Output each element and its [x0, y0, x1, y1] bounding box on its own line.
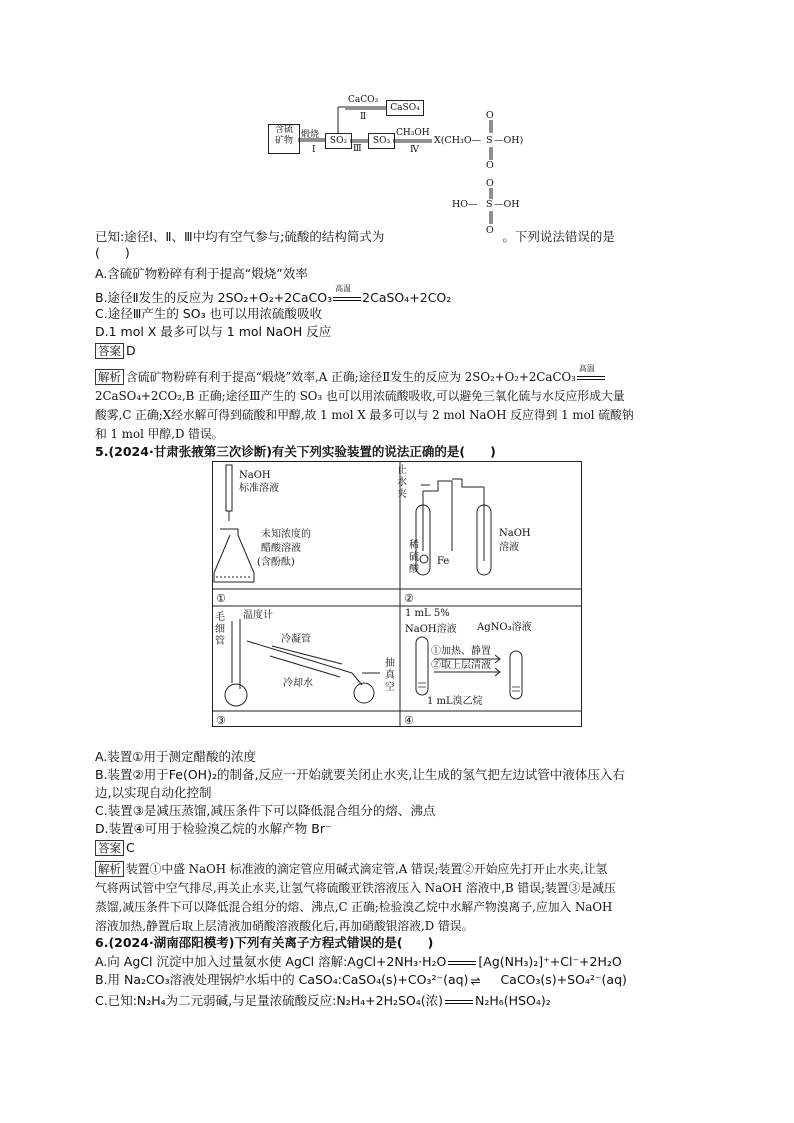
step2-reagent: CaCO₃: [348, 95, 379, 105]
flow-arrows: [0, 0, 794, 240]
q4-option-d[interactable]: D.1 mol X 最多可以与 1 mol NaOH 反应: [95, 324, 332, 339]
q4-answer: [95, 343, 136, 359]
ore-label-2: 矿物: [274, 136, 293, 146]
cell4-number: ④: [404, 714, 414, 727]
q5-stem: 5.(2024·甘肃张掖第三次诊断)有关下列实验装置的说法正确的是( ): [95, 444, 496, 459]
q4-answer-tag: 答案: [95, 343, 124, 359]
q4-option-b-eq-sign: [333, 297, 361, 301]
cell3-capillary-3: 管: [215, 636, 225, 647]
q5-option-c[interactable]: C.装置③是减压蒸馏,减压条件下可以降低混合组分的熔、沸点: [95, 803, 436, 818]
q6-option-c[interactable]: [95, 993, 551, 1009]
step3-number: Ⅲ: [353, 144, 362, 154]
q5-option-d[interactable]: D.装置④可用于检验溴乙烷的水解产物 Br⁻: [95, 821, 332, 836]
cell2-acid-3: 酸: [409, 564, 419, 575]
cell3-thermometer: 温度计: [243, 610, 273, 621]
product-x: X(CH₃O—: [434, 135, 482, 146]
q6-option-a-eq-sign: [448, 961, 476, 965]
q6-option-b-right: CaCO₃(s)+SO₄²⁻(aq): [500, 972, 627, 987]
h2so4-sulfur-atom: S: [486, 199, 493, 210]
cell2-fe: Fe: [437, 556, 450, 567]
cell2-naoh: NaOH: [499, 528, 531, 539]
q5-explanation-line-2: 气将两试管中空气排尽,再关止水夹,让氢气将硫酸亚铁溶液压入 NaOH 溶液中,B 错误;装置③是减压: [95, 881, 616, 895]
q6-option-a[interactable]: [95, 954, 622, 970]
cell1-unknown-3: (含酚酞): [257, 557, 295, 568]
q5-option-b-line-2[interactable]: 边,以实现自动化控制: [95, 785, 212, 800]
cell2-clamp-1: 止: [397, 465, 407, 476]
cell4-agno3: AgNO₃溶液: [477, 622, 532, 633]
cell3-capillary-1: 毛: [215, 612, 225, 623]
q5-answer-value: C: [126, 840, 135, 855]
x-sulfur-atom: S: [486, 135, 493, 146]
cell3-condenser: 冷凝管: [281, 634, 311, 645]
cell3-number: ③: [216, 714, 226, 727]
cell4-bromoethane: 1 mL溴乙烷: [427, 696, 483, 707]
q4-explanation-line-3: 酸雾,C 正确;X经水解可得到硫酸和甲醇,故 1 mol X 最多可以与 2 mol NaOH 反应得到 1 mol 硫酸钠: [95, 408, 634, 422]
cell4-naoh: NaOH溶液: [405, 624, 457, 635]
cell1-standard: 标准溶液: [239, 483, 279, 494]
cell1-unknown-2: 醋酸溶液: [261, 543, 301, 554]
q6-option-c-left: C.已知:N₂H₄为二元弱碱,与足量浓硫酸反应:N₂H₄+2H₂SO₄(浓): [95, 993, 444, 1008]
so3-label: SO₃: [372, 136, 391, 146]
cell4-volume: 1 mL 5%: [405, 608, 450, 619]
q5-answer-tag: 答案: [95, 840, 124, 856]
q5-option-b-line-1[interactable]: B.装置②用于Fe(OH)₂的制备,反应一开始就要关闭止水夹,让生成的氢气把左边试管中液体压入右: [95, 767, 625, 782]
h2so4-oh-right: —OH: [494, 199, 520, 210]
q5-option-a[interactable]: A.装置①用于测定醋酸的浓度: [95, 749, 257, 764]
q6-option-b-left: B.用 Na₂CO₃溶液处理锅炉水垢中的 CaSO₄:CaSO₄(s)+CO₃²⁻(aq): [95, 972, 469, 987]
q4-paren: ( ): [95, 245, 130, 260]
q6-option-a-left: A.向 AgCl 沉淀中加入过量氨水使 AgCl 溶解:AgCl+2NH₃·H₂O: [95, 954, 447, 969]
h2so4-oxygen-top: O: [486, 178, 494, 189]
cell4-step-1: ①加热、静置: [431, 646, 491, 657]
cell3-vacuum-1: 抽: [385, 658, 395, 669]
cell1-unknown-1: 未知浓度的: [261, 529, 311, 540]
q5-explanation-line-3: 蒸馏,减压条件下可以降低混合组分的熔、沸点,C 正确;检验溴乙烷中水解产物溴离子,应加入 NaOH: [95, 900, 613, 914]
cell2-solution: 溶液: [499, 542, 519, 553]
step4-number: Ⅳ: [410, 145, 419, 155]
q6-option-c-right: N₂H₆(HSO₄)₂: [475, 993, 551, 1008]
cell1-naoh: NaOH: [239, 470, 271, 481]
q4-stem-text: 已知:途径Ⅰ、Ⅱ、Ⅲ中均有空气参与;硫酸的结构简式为: [95, 229, 385, 244]
q4-stem: [95, 229, 615, 245]
cell2-clamp-2: 水: [397, 477, 407, 488]
q6-option-b-equilibrium-icon: ⇌: [470, 973, 481, 988]
apparatus-table: [212, 461, 582, 727]
x-oh-end: —OH): [494, 135, 524, 146]
step1-number: Ⅰ: [312, 145, 316, 155]
q4-option-b-right: 2CaSO₄+2CO₂: [362, 290, 452, 305]
cell2-number: ②: [404, 592, 414, 605]
x-oxygen-top: O: [486, 110, 494, 121]
q4-explanation-line-4: 和 1 mol 甲醇,D 错误。: [95, 427, 224, 441]
q4-explanation-line-2: 2CaSO₄+2CO₂,B 正确;途径Ⅲ产生的 SO₃ 也可以用浓硫酸吸收,可以避免三氧化硫与水反应形成大量: [95, 389, 625, 403]
q5-explanation-line-1: [95, 861, 607, 878]
q4-option-b-condition: 高温: [335, 283, 352, 293]
q4-explanation-tag: 解析: [95, 369, 124, 385]
q4-explanation-line-1: [95, 364, 606, 386]
q4-explanation-eq-sign: [577, 376, 605, 380]
cell3-vacuum-3: 空: [385, 682, 395, 693]
q4-explanation-text-1: 含硫矿物粉碎有利于提高“煅烧”效率,A 正确;途径Ⅱ发生的反应为 2SO₂+O₂+2CaCO₃: [126, 370, 576, 384]
step1-condition: 煅烧: [301, 130, 320, 140]
q4-option-b-left: B.途径Ⅱ发生的反应为 2SO₂+O₂+2CaCO₃: [95, 290, 333, 305]
cell3-capillary-2: 细: [215, 624, 225, 635]
cell1-number: ①: [216, 592, 226, 605]
q5-explanation-text-1: 装置①中盛 NaOH 标准液的滴定管应用碱式滴定管,A 错误;装置②开始应先打开止水夹,让氢: [126, 862, 608, 876]
cell3-vacuum-2: 真: [385, 670, 395, 681]
q4-stem-tail: 。下列说法错误的是: [502, 229, 615, 244]
q4-option-b[interactable]: [95, 283, 452, 306]
q4-option-c[interactable]: C.途径Ⅲ产生的 SO₃ 也可以用浓硫酸吸收: [95, 306, 323, 321]
h2so4-oxygen-bottom: O: [486, 225, 494, 236]
ore-label-1: 含硫: [274, 125, 293, 135]
q6-option-b[interactable]: [95, 972, 627, 988]
q5-explanation-tag: 解析: [95, 861, 124, 877]
cell2-acid-2: 硫: [409, 552, 419, 563]
cell2-acid-1: 稀: [409, 540, 419, 551]
h2so4-ho-left: HO—: [452, 199, 478, 210]
q4-explanation-condition: 高温: [578, 364, 595, 373]
q6-stem: 6.(2024·湖南邵阳模考)下列有关离子方程式错误的是( ): [95, 935, 434, 950]
q6-option-c-eq-sign: [445, 1000, 473, 1004]
cell4-step-2: ②取上层清液: [431, 660, 491, 671]
q5-explanation-line-4: 溶液加热,静置后取上层清液加硝酸溶液酸化后,再加硝酸银溶液,D 错误。: [95, 919, 474, 933]
step2-number: Ⅱ: [360, 112, 367, 122]
q6-option-a-right: [Ag(NH₃)₂]⁺+Cl⁻+2H₂O: [478, 954, 622, 969]
q4-option-a[interactable]: A.含硫矿物粉碎有利于提高“煅烧”效率: [95, 266, 308, 281]
step4-reagent: CH₃OH: [396, 128, 430, 138]
q4-answer-value: D: [126, 343, 136, 358]
x-oxygen-bottom: O: [486, 160, 494, 171]
q5-answer: [95, 840, 135, 856]
caso4-label: CaSO₄: [390, 103, 420, 113]
cell2-clamp-3: 夹: [397, 489, 407, 500]
cell3-cooling-water: 冷却水: [283, 678, 313, 689]
so2-label: SO₂: [329, 136, 348, 146]
